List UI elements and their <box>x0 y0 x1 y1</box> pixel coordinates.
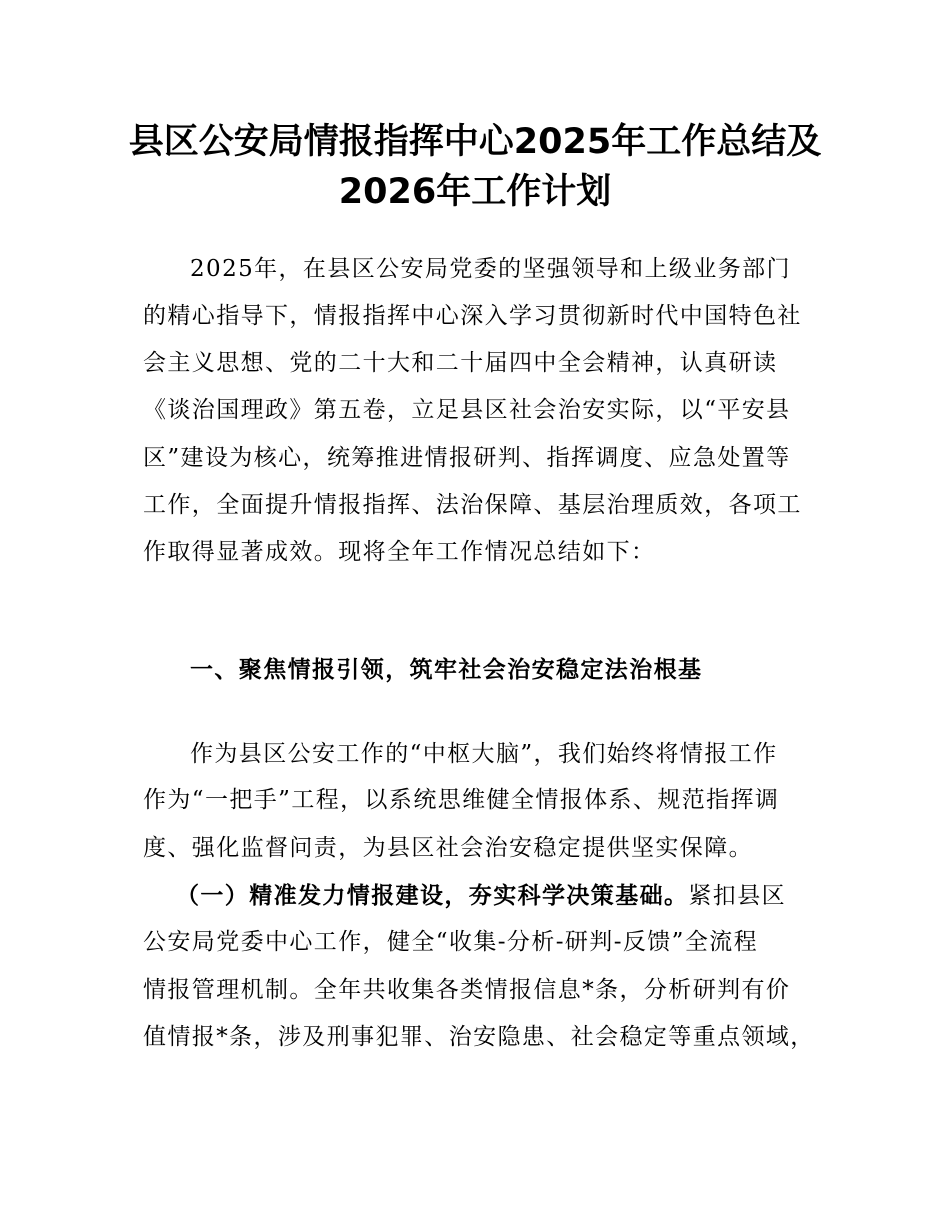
section-heading: 一、聚焦情报引领，筑牢社会治安稳定法治根基 <box>190 657 703 683</box>
subsection-heading: （一）精准发力情报建设，夯实科学决策基础。 <box>176 883 689 909</box>
subsection-text: 紧扣县区 <box>688 883 787 909</box>
intro-line: 区”建设为核心，统筹推进情报研判、指挥调度、应急处置等 <box>143 445 791 471</box>
intro-line: 的精心指导下，情报指挥中心深入学习贯彻新时代中国特色社 <box>143 303 802 329</box>
document-title-line-2: 2026年工作计划 <box>338 172 612 212</box>
intro-line: 会主义思想、党的二十大和二十届四中全会精神，认真研读 <box>143 350 778 376</box>
section-paragraph-line: 作为县区公安工作的“中枢大脑”，我们始终将情报工作 <box>190 741 778 767</box>
intro-line: 作取得显著成效。现将全年工作情况总结如下： <box>143 539 656 565</box>
subsection-line: 情报管理机制。全年共收集各类情报信息*条，分析研判有价 <box>143 977 791 1003</box>
intro-line: 《谈治国理政》第五卷，立足县区社会治安实际，以“平安县 <box>143 397 791 423</box>
subsection-line: 值情报*条，涉及刑事犯罪、治安隐患、社会稳定等重点领域， <box>143 1024 815 1050</box>
intro-line: 工作，全面提升情报指挥、法治保障、基层治理质效，各项工 <box>143 492 802 518</box>
document-title-line-1: 县区公安局情报指挥中心2025年工作总结及 <box>128 122 822 162</box>
section-paragraph-line: 度、强化监督问责，为县区社会治安稳定提供坚实保障。 <box>143 835 753 861</box>
intro-line: 2025年，在县区公安局党委的坚强领导和上级业务部门 <box>190 256 791 282</box>
subsection-first-line <box>176 881 786 911</box>
section-paragraph-line: 作为“一把手”工程，以系统思维健全情报体系、规范指挥调 <box>143 787 780 813</box>
subsection-line: 公安局党委中心工作，健全“收集-分析-研判-反馈”全流程 <box>143 929 759 955</box>
